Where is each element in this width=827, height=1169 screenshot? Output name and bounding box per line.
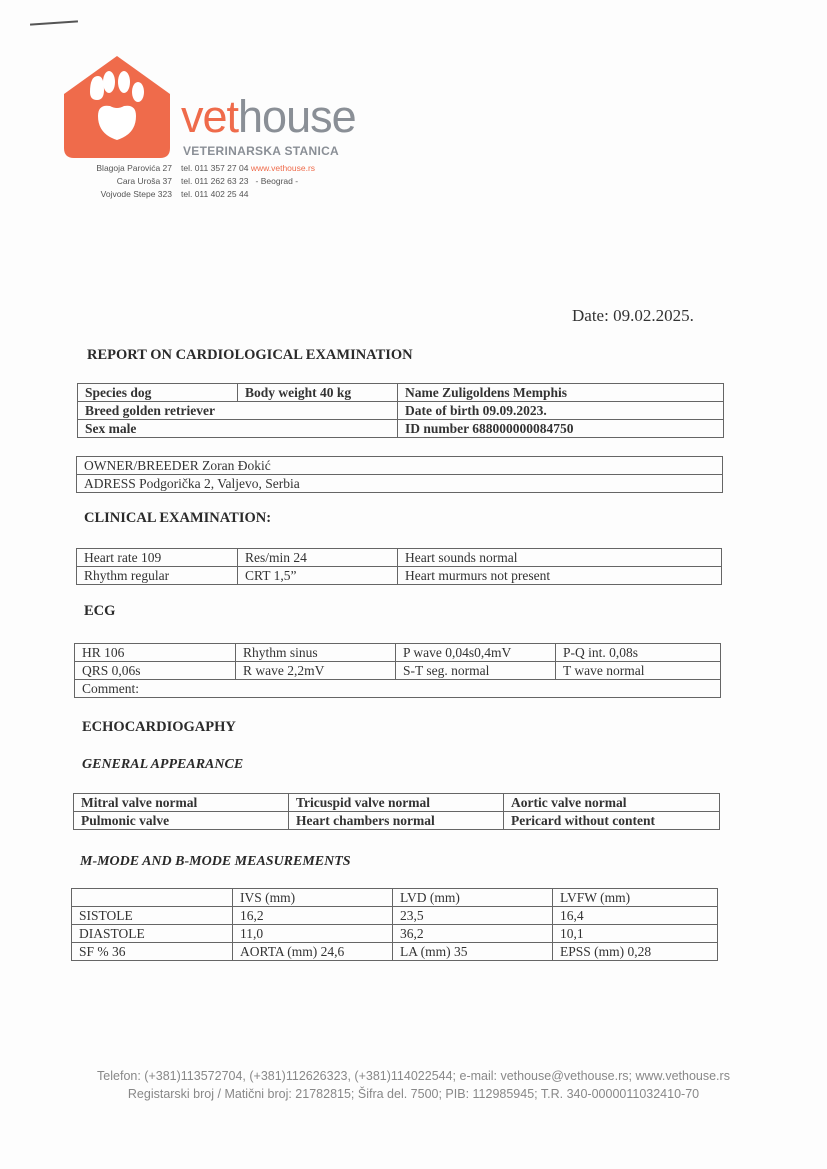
website-link[interactable]: www.vethouse.rs <box>250 163 316 173</box>
clinic-addresses: Blagoja Parovića 27 Cara Uroša 37 Vojvode Stepe 323 <box>96 163 172 199</box>
heart-sounds-cell: Heart sounds normal <box>398 549 722 567</box>
address-cell: ADRESS Podgorička 2, Valjevo, Serbia <box>77 475 723 493</box>
clinical-table <box>76 548 722 585</box>
owner-table <box>76 456 723 493</box>
footer-registration: Registarski broj / Matični broj: 21782815; Šifra del. 7500; PIB: 112985945; T.R. 340-0000011032410-70 <box>127 1087 700 1101</box>
ecg-heading: ECG <box>84 603 116 619</box>
heart-rate-cell: Heart rate 109 <box>77 549 238 567</box>
brand-name: vethouse <box>181 91 356 142</box>
vethouse-logo-icon <box>62 54 172 158</box>
comment-cell: Comment: <box>75 680 721 698</box>
r-wave-cell: R wave 2,2mV <box>236 662 396 680</box>
species-cell: Species dog <box>78 384 238 402</box>
aortic-cell: Aortic valve normal <box>504 794 720 812</box>
breed-cell: Breed golden retriever <box>78 402 398 420</box>
heart-murmurs-cell: Heart murmurs not present <box>398 567 722 585</box>
table-row: SF % 36 AORTA (mm) 24,6 LA (mm) 35 EPSS (mm) 0,28 <box>72 943 718 961</box>
measurements-heading: M-MODE AND B-MODE MEASUREMENTS <box>80 854 351 869</box>
chambers-cell: Heart chambers normal <box>289 812 504 830</box>
res-min-cell: Res/min 24 <box>238 549 398 567</box>
mitral-cell: Mitral valve normal <box>74 794 289 812</box>
table-row: IVS (mm) LVD (mm) LVFW (mm) <box>72 889 718 907</box>
body-weight-cell: Body weight 40 kg <box>238 384 398 402</box>
footer-contact: Telefon: (+381)113572704, (+381)112626323, (+381)114022544; e-mail: vethouse@vethouse.rs; www.vethouse.rs <box>97 1069 730 1083</box>
general-appearance-heading: GENERAL APPEARANCE <box>82 757 244 772</box>
p-wave-cell: P wave 0,04s0,4mV <box>396 644 556 662</box>
pulmonic-cell: Pulmonic valve <box>74 812 289 830</box>
ecg-rhythm-cell: Rhythm sinus <box>236 644 396 662</box>
ecg-table <box>74 643 721 698</box>
patient-table <box>77 383 724 438</box>
tricuspid-cell: Tricuspid valve normal <box>289 794 504 812</box>
qrs-cell: QRS 0,06s <box>75 662 236 680</box>
clinical-heading: CLINICAL EXAMINATION: <box>84 510 272 526</box>
echo-heading: ECHOCARDIOGAPHY <box>82 719 236 735</box>
general-appearance-table <box>73 793 720 830</box>
stray-pen-mark <box>30 20 78 25</box>
report-date: Date: 09.02.2025. <box>572 306 694 325</box>
table-row: DIASTOLE 11,0 36,2 10,1 <box>72 925 718 943</box>
crt-cell: CRT 1,5” <box>238 567 398 585</box>
pq-int-cell: P-Q int. 0,08s <box>556 644 721 662</box>
report-title: REPORT ON CARDIOLOGICAL EXAMINATION <box>87 347 413 363</box>
id-number-cell: ID number 688000000084750 <box>398 420 724 438</box>
hr-cell: HR 106 <box>75 644 236 662</box>
measurements-table <box>71 888 718 961</box>
clinic-phones: tel. 011 357 27 04 www.vethouse.rs tel. 011 262 63 23 - Beograd - tel. 011 402 25 44 <box>181 163 316 199</box>
t-wave-cell: T wave normal <box>556 662 721 680</box>
rhythm-cell: Rhythm regular <box>77 567 238 585</box>
table-row: SISTOLE 16,2 23,5 16,4 <box>72 907 718 925</box>
name-cell: Name Zuligoldens Memphis <box>398 384 724 402</box>
st-seg-cell: S-T seg. normal <box>396 662 556 680</box>
dob-cell: Date of birth 09.09.2023. <box>398 402 724 420</box>
clinic-subtitle: VETERINARSKA STANICA <box>183 144 340 158</box>
sex-cell: Sex male <box>78 420 398 438</box>
pericard-cell: Pericard without content <box>504 812 720 830</box>
owner-cell: OWNER/BREEDER Zoran Đokić <box>77 457 723 475</box>
